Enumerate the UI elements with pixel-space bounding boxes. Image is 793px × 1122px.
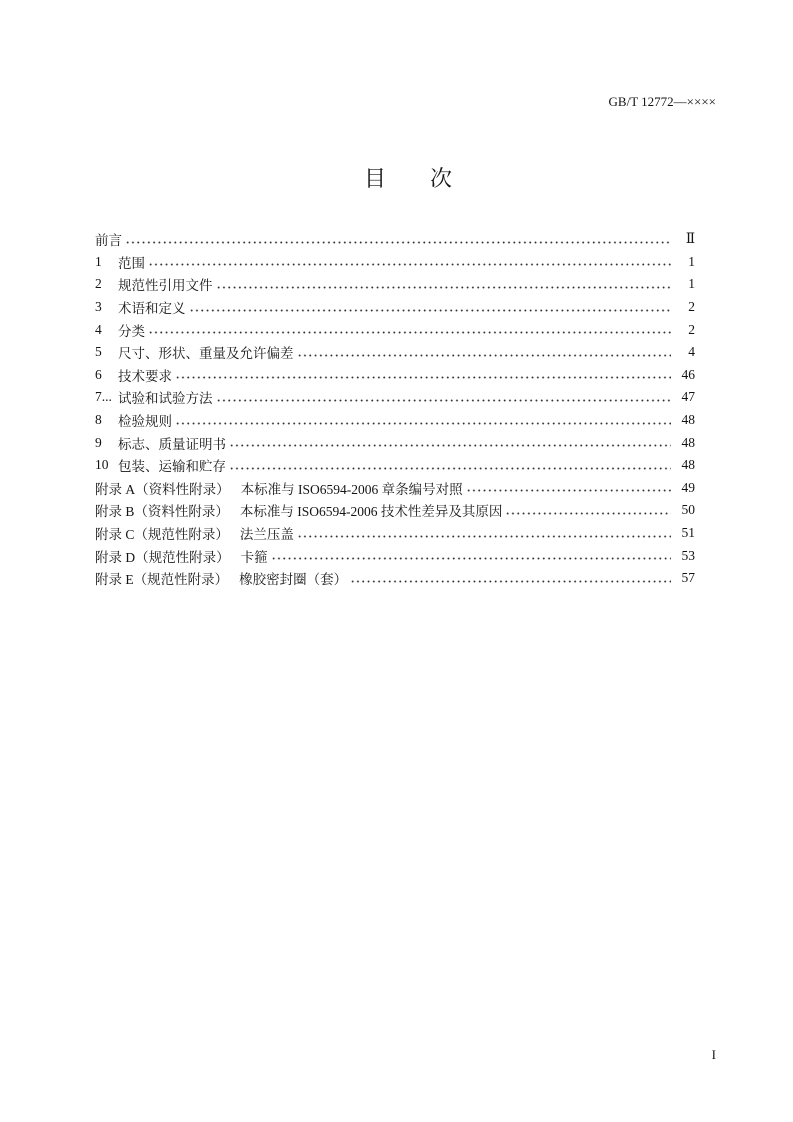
toc-entry-number: 10 bbox=[95, 457, 109, 473]
toc-entry[interactable] bbox=[95, 431, 695, 454]
toc-entry[interactable] bbox=[95, 364, 695, 387]
toc-page-number: 53 bbox=[681, 547, 695, 563]
toc-entry-number: 1 bbox=[95, 253, 102, 269]
toc-leader-dots bbox=[175, 416, 671, 425]
page-title: 目 次 bbox=[364, 167, 464, 192]
standard-number: GB/T 12772—×××× bbox=[608, 94, 716, 109]
toc-page-number: 57 bbox=[681, 570, 695, 586]
toc-entry-number: 9 bbox=[95, 434, 102, 450]
toc-entry-appendix[interactable] bbox=[95, 567, 695, 590]
page-footer-number: I bbox=[711, 1047, 716, 1062]
toc-page-number: 2 bbox=[688, 321, 695, 337]
toc-entry-number: 5 bbox=[95, 344, 102, 360]
toc-page-number: Ⅱ bbox=[685, 231, 695, 247]
toc-entry-title: 范围 bbox=[118, 255, 145, 271]
toc-entry-title: 法兰压盖 bbox=[239, 527, 294, 543]
toc-leader-dots bbox=[350, 574, 671, 583]
toc-page-number: 49 bbox=[681, 479, 695, 495]
toc-appendix-label: 附录 D（规范性附录） bbox=[95, 549, 230, 565]
toc-leader-dots bbox=[466, 483, 671, 492]
toc-page-number: 48 bbox=[681, 457, 695, 473]
toc-leader-dots bbox=[271, 551, 671, 560]
toc-entry-title: 橡胶密封圈（套） bbox=[239, 572, 348, 588]
toc-leader-dots bbox=[229, 461, 671, 470]
toc-page-number: 48 bbox=[681, 434, 695, 450]
toc-entry-title: 包装、运输和贮存 bbox=[118, 459, 226, 475]
toc-entry-number: 8 bbox=[95, 412, 102, 428]
toc-page-number: 4 bbox=[688, 344, 695, 360]
toc-entry[interactable] bbox=[95, 251, 695, 274]
toc-page-number: 1 bbox=[688, 253, 695, 269]
toc-entry-preface[interactable] bbox=[95, 228, 695, 251]
toc-leader-dots bbox=[189, 303, 672, 312]
toc-appendix-label: 附录 C（规范性附录） bbox=[95, 527, 229, 543]
toc-entry[interactable] bbox=[95, 341, 695, 364]
toc-entry-number: 3 bbox=[95, 299, 102, 315]
toc-entry-title: 术语和定义 bbox=[118, 301, 186, 317]
toc-entry-number: 7... bbox=[95, 389, 112, 405]
toc-entry-title: 本标准与 ISO6594-2006 章条编号对照 bbox=[240, 481, 463, 497]
toc-leader-dots bbox=[297, 348, 672, 357]
toc-appendix-label: 附录 A（资料性附录） bbox=[95, 481, 230, 497]
toc-appendix-label: 附录 B（资料性附录） bbox=[95, 504, 229, 520]
toc-leader-dots bbox=[229, 438, 671, 447]
toc-page-number: 48 bbox=[681, 412, 695, 428]
toc-leader-dots bbox=[216, 393, 672, 402]
toc-entry-appendix[interactable] bbox=[95, 522, 695, 545]
toc-entry-title: 标志、质量证明书 bbox=[118, 436, 226, 452]
toc-entry-number: 2 bbox=[95, 276, 102, 292]
toc-leader-dots bbox=[148, 325, 671, 334]
toc-entry-number: 4 bbox=[95, 321, 102, 337]
toc-entry[interactable] bbox=[95, 454, 695, 477]
toc-entry-title: 尺寸、形状、重量及允许偏差 bbox=[118, 346, 294, 362]
toc-entry-title: 试验和试验方法 bbox=[118, 391, 213, 407]
toc-leader-dots bbox=[297, 529, 671, 538]
toc-entry-title: 卡箍 bbox=[240, 549, 268, 565]
toc-entry-title: 本标准与 ISO6594-2006 技术性差异及其原因 bbox=[239, 504, 503, 520]
toc-page-number: 51 bbox=[681, 525, 695, 541]
toc-entry[interactable] bbox=[95, 273, 695, 296]
toc-entry[interactable] bbox=[95, 409, 695, 432]
toc-leader-dots bbox=[505, 506, 671, 515]
toc-entry-title: 前言 bbox=[95, 233, 122, 249]
toc-page-number: 47 bbox=[681, 389, 695, 405]
toc-appendix-label: 附录 E（规范性附录） bbox=[95, 572, 229, 588]
toc-entry[interactable] bbox=[95, 386, 695, 409]
toc-entry-title: 规范性引用文件 bbox=[118, 278, 213, 294]
toc-entry-title: 分类 bbox=[118, 323, 145, 339]
toc-entry-title: 检验规则 bbox=[118, 414, 172, 430]
toc-entry-number: 6 bbox=[95, 366, 102, 382]
toc-page-number: 2 bbox=[688, 299, 695, 315]
toc-leader-dots bbox=[125, 235, 671, 244]
toc-entry[interactable] bbox=[95, 318, 695, 341]
toc-page-number: 46 bbox=[681, 366, 695, 382]
toc-entry-appendix[interactable] bbox=[95, 544, 695, 567]
toc-entry-appendix[interactable] bbox=[95, 499, 695, 522]
toc-leader-dots bbox=[216, 280, 672, 289]
toc-entry-appendix[interactable] bbox=[95, 477, 695, 500]
toc-page-number: 1 bbox=[688, 276, 695, 292]
toc-entry-title: 技术要求 bbox=[118, 368, 172, 384]
toc-entry[interactable] bbox=[95, 296, 695, 319]
toc-page-number: 50 bbox=[681, 502, 695, 518]
toc-leader-dots bbox=[148, 257, 671, 266]
toc-leader-dots bbox=[175, 370, 671, 379]
table-of-contents bbox=[95, 228, 695, 590]
